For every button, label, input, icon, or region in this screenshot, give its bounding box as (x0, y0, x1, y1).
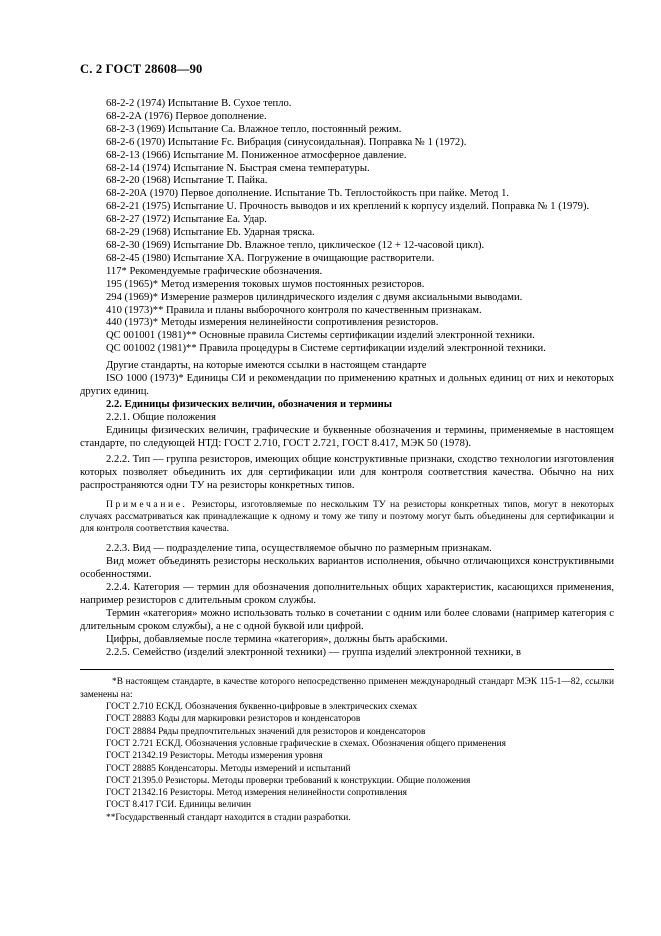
section-heading: 2.2. Единицы физических величин, обозначения и термины (106, 398, 393, 410)
paragraph: 2.2.5. Семейство (изделий электронной техники) — группа изделий электронной техники, в (106, 646, 522, 658)
list-item: 68-2-2А (1976) Первое дополнение. (106, 110, 267, 122)
note-label: Примечание. (106, 499, 188, 511)
list-item: ISO 1000 (1973)* Единицы СИ и рекомендации по применению кратных и дольных единиц от них и некоторых других единиц. (80, 373, 614, 397)
footnote-line: ГОСТ 21395.0 Резисторы. Методы проверки требований к конструкции. Общие положения (106, 775, 471, 786)
list-item: 68-2-14 (1974) Испытание N. Быстрая смена температуры. (106, 162, 370, 174)
page-header: С. 2 ГОСТ 28608—90 (80, 62, 203, 76)
footnote-line: ГОСТ 21342.16 Резисторы. Метод измерения нелинейности сопротивления (106, 788, 407, 799)
list-item: 68-2-2 (1974) Испытание В. Сухое тепло. (106, 98, 292, 109)
footnote-line: ГОСТ 28885 Конденсаторы. Методы измерений и испытаний (106, 763, 351, 774)
paragraph: 2.2.4. Категория — термин для обозначения дополнительных общих характеристик, касающихся применения, например резисторов с длительным сроком службы. (80, 582, 614, 606)
list-item: 68-2-6 (1970) Испытание Fc. Вибрация (синусоидальная). Поправка № 1 (1972). (106, 136, 467, 148)
list-item: QC 001001 (1981)** Основные правила Системы сертификации изделий электронной техники. (106, 330, 535, 342)
list-item: QC 001002 (1981)** Правила процедуры в Системе сертификации изделий электронной техники. (106, 343, 546, 355)
list-item: 68-2-29 (1968) Испытание Eb. Ударная тряска. (106, 227, 315, 239)
list-item: Другие стандарты, на которые имеются ссылки в настоящем стандарте (106, 360, 427, 372)
list-item: 68-2-21 (1975) Испытание U. Прочность выводов и их креплений к корпусу изделий. Поправка № 1 (1979). (106, 201, 590, 213)
note (80, 499, 614, 534)
main-text (80, 98, 614, 659)
list-item: 195 (1965)* Метод измерения токовых шумов постоянных резисторов. (106, 278, 425, 290)
footnotes (80, 669, 614, 824)
list-item: 117* Рекомендуемые графические обозначения. (106, 265, 323, 277)
paragraph: Единицы физических величин, графические и буквенные обозначения и термины, применяемые в настоящем стандарте, по следующей НТД: ГОСТ 2.710, ГОСТ 2.721, ГОСТ 8.417, МЭК 50 (1978). (80, 424, 614, 449)
list-item: 68-2-30 (1969) Испытание Db. Влажное тепло, циклическое (12 + 12-часовой цикл). (106, 239, 485, 251)
list-item: 68-2-20А (1970) Первое дополнение. Испытание Tb. Теплостойкость при пайке. Метод 1. (106, 188, 510, 200)
document-page (80, 62, 614, 824)
list-item: 294 (1969)* Измерение размеров цилиндрического изделия с двумя аксиальными выводами. (106, 291, 523, 303)
paragraph: Вид может объединять резисторы нескольких вариантов исполнения, обычно отличающихся конструктивными особенностями. (80, 556, 614, 581)
paragraph: 2.2.3. Вид — подразделение типа, осуществляемое обычно по размерным признакам. (106, 543, 492, 555)
footnote-line: ГОСТ 2.721 ЕСКД. Обозначения условные графические в схемах. Обозначения общего применения (106, 738, 506, 749)
list-item: 410 (1973)** Правила и планы выборочного контроля по качественным признакам. (106, 304, 482, 316)
footnote-intro: *В настоящем стандарте, в качестве которого непосредственно применен международный стандарт МЭК 115-1—82, ссылки заменены на: (80, 677, 614, 700)
paragraph: Термин «категория» можно использовать только в сочетании с одним или более словами (например категория с длительным сроком службы), а не с одной буквой или цифрой. (80, 607, 614, 632)
footnote-line: ГОСТ 28884 Ряды предпочтительных значений для резисторов и конденсаторов (106, 726, 426, 737)
paragraph: Цифры, добавляемые после термина «категория», должны быть арабскими. (106, 633, 448, 645)
footnote-line: ГОСТ 8.417 ГСИ. Единицы величин (106, 800, 252, 811)
list-item: 68-2-45 (1980) Испытание ХА. Погружение в очищающие растворители. (106, 252, 435, 264)
footnote-line: ГОСТ 2.710 ЕСКД. Обозначения буквенно-цифровые в электрических схемах (106, 702, 418, 713)
list-item: 68-2-27 (1972) Испытание Еа. Удар. (106, 214, 267, 226)
note-text: Резисторы, изготовляемые по нескольким ТУ на резисторы конкретных типов, могут в некоторых случаях рассматриваться как принадлежащие к одному и тому же типу и поэтому могут быть объединены для сертификации и для контроля соответствия качества. (80, 499, 614, 534)
footnote-line: ГОСТ 21342.19 Резисторы. Методы измерения уровня (106, 751, 323, 762)
footnote-line: ГОСТ 28883 Коды для маркировки резисторов и конденсаторов (106, 714, 361, 725)
list-item: 68-2-13 (1966) Испытание М. Пониженное атмосферное давление. (106, 149, 407, 161)
paragraph: 2.2.1. Общие положения (106, 411, 216, 423)
paragraph: 2.2.2. Тип — группа резисторов, имеющих общие конструктивные признаки, сходство технологии изготовления которых позволяет объединить их для сертификации или для контроля соответствия качества. Обычно на них распространяются одни ТУ на резисторы конкретных типов. (80, 454, 614, 492)
footnote-2: **Государственный стандарт находится в стадии разработки. (106, 812, 351, 823)
list-item: 440 (1973)* Методы измерения нелинейности сопротивления резисторов. (106, 317, 439, 329)
list-item: 68-2-3 (1969) Испытание Са. Влажное тепло, постоянный режим. (106, 123, 402, 135)
list-item: 68-2-20 (1968) Испытание Т. Пайка. (106, 175, 268, 187)
